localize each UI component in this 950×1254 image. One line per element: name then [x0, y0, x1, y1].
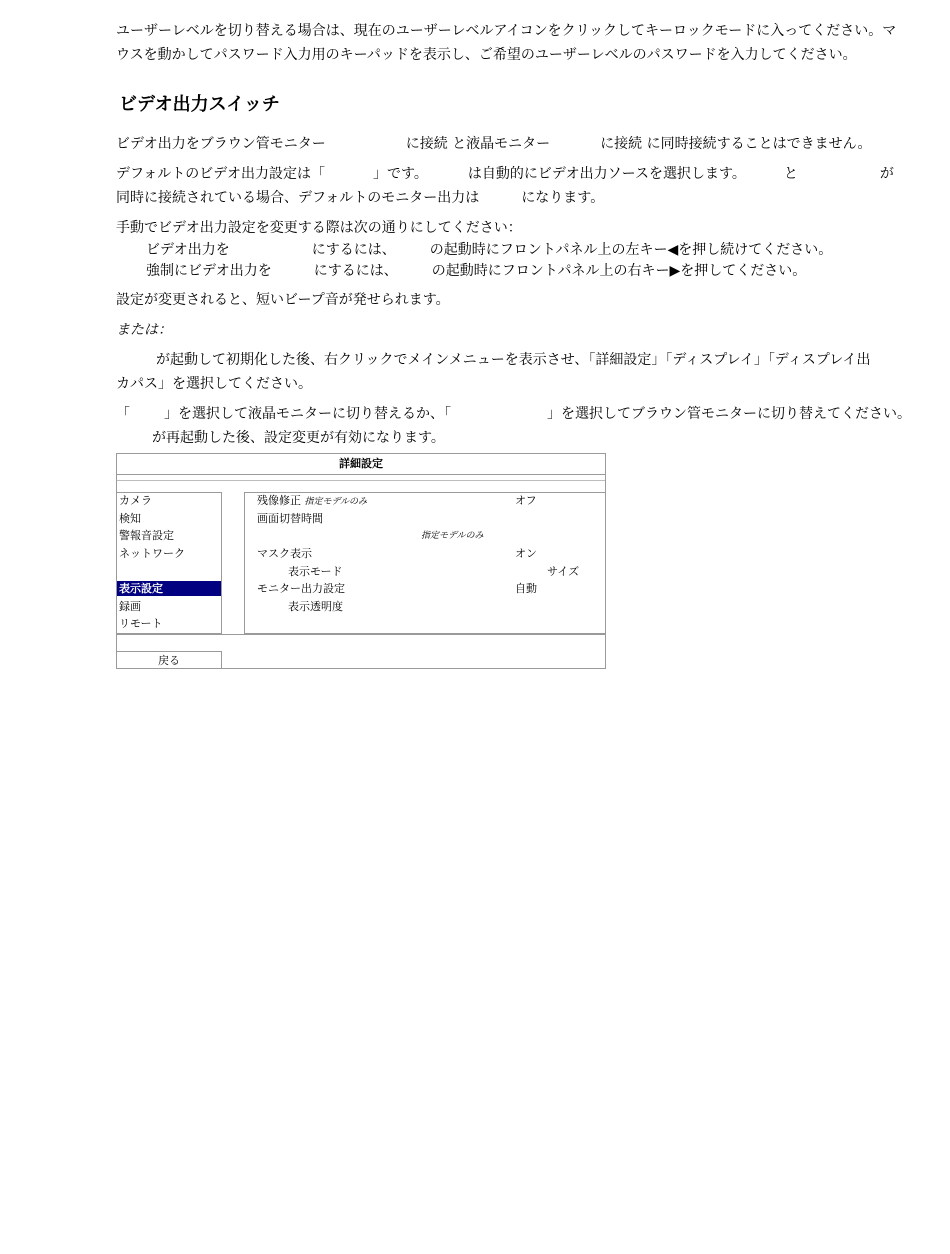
- text-seg: ビデオ出力をブラウン管モニター: [116, 136, 326, 152]
- setting-mask-display[interactable]: マスク表示: [257, 547, 312, 560]
- section-heading: ビデオ出力スイッチ: [119, 94, 280, 115]
- text-seg: の起動時にフロントパネル上の左キー◀を押し続けてください。: [429, 242, 833, 258]
- text-seg: が再起動した後、設定変更が有効になります。: [152, 430, 445, 446]
- setting-label: 残像修正: [257, 494, 301, 507]
- text-seg: 」を選択してブラウン管モニターに切り替えてください。: [547, 406, 911, 422]
- instruction-right-key: [146, 260, 806, 280]
- sidebar-item-detection[interactable]: 検知: [119, 512, 141, 525]
- paragraph-no-simultaneous: [116, 133, 871, 153]
- sidebar-item-camera[interactable]: カメラ: [119, 494, 152, 507]
- text-seg: 「: [116, 406, 130, 422]
- display-settings-panel: [244, 492, 606, 634]
- text-seg: に接続 に同時接続することはできません。: [600, 136, 872, 152]
- sidebar-item-remote[interactable]: リモート: [119, 617, 163, 630]
- paragraph-select-output-line1: [116, 403, 911, 423]
- menu-title: 詳細設定: [117, 454, 605, 475]
- text-seg: になります。: [521, 190, 605, 206]
- back-button[interactable]: 戻る: [117, 651, 222, 669]
- instruction-left-key: [146, 239, 832, 259]
- setting-deinterlace-row[interactable]: [257, 493, 367, 508]
- paragraph-beep: 設定が変更されると、短いビープ音が発せられます。: [116, 292, 450, 308]
- paragraph-user-level-line2: ウスを動かしてパスワード入力用のキーパッドを表示し、ご希望のユーザーレベルのパスワードを入力してください。: [116, 47, 857, 63]
- paragraph-menu-path-line2: カパス」を選択してください。: [116, 376, 312, 392]
- paragraph-user-level-line1: ユーザーレベルを切り替える場合は、現在のユーザーレベルアイコンをクリックしてキーロックモードに入ってください。マ: [116, 23, 897, 39]
- paragraph-or: または：: [116, 322, 172, 338]
- setting-display-mode[interactable]: 表示モード: [288, 565, 343, 578]
- setting-monitor-output[interactable]: モニター出力設定: [257, 582, 345, 595]
- sidebar-item-network[interactable]: ネットワーク: [119, 547, 185, 560]
- text-seg: デフォルトのビデオ出力設定は「: [116, 166, 326, 182]
- sidebar-item-display[interactable]: 表示設定: [117, 581, 221, 596]
- setting-transparency[interactable]: 表示透明度: [288, 600, 343, 613]
- setting-value[interactable]: 自動: [515, 582, 537, 595]
- text-seg: が起動して初期化した後、右クリックでメインメニューを表示させ、「詳細設定」「ディスプレイ」「ディスプレイ出: [156, 352, 871, 368]
- menu-sidebar: [117, 492, 222, 634]
- text-seg: にするには、: [313, 263, 398, 279]
- paragraph-select-output-line2: [116, 427, 445, 447]
- setting-value[interactable]: サイズ: [547, 565, 580, 578]
- divider: [117, 480, 605, 481]
- sidebar-item-alarm-sound[interactable]: 警報音設定: [119, 529, 174, 542]
- model-note: 指定モデルのみ: [304, 497, 368, 507]
- text-seg: が: [879, 166, 894, 182]
- setting-value[interactable]: オフ: [515, 494, 537, 507]
- model-note: 指定モデルのみ: [421, 531, 484, 541]
- paragraph-default-output-line1: [116, 163, 894, 183]
- sidebar-item-record[interactable]: 録画: [119, 600, 141, 613]
- text-seg: に接続 と液晶モニター: [405, 136, 551, 152]
- text-seg: 」を選択して液晶モニターに切り替えるか、「: [164, 406, 451, 422]
- text-seg: 」です。: [373, 166, 428, 182]
- text-seg: 同時に接続されている場合、デフォルトのモニター出力は: [116, 190, 480, 206]
- text-seg: にするには、: [311, 242, 396, 258]
- divider: [117, 634, 605, 635]
- paragraph-default-output-line2: [116, 187, 604, 207]
- setting-value[interactable]: オン: [515, 547, 537, 560]
- text-seg: は自動的にビデオ出力ソースを選択します。: [467, 166, 746, 182]
- paragraph-manual-change: 手動でビデオ出力設定を変更する際は次の通りにしてください：: [116, 220, 522, 236]
- setting-dwell-time[interactable]: 画面切替時間: [257, 512, 323, 525]
- text-seg: と: [783, 166, 798, 182]
- text-seg: ビデオ出力を: [146, 242, 230, 258]
- advanced-settings-menu: [116, 453, 606, 669]
- text-seg: の起動時にフロントパネル上の右キー▶を押してください。: [431, 263, 807, 279]
- text-seg: 強制にビデオ出力を: [146, 263, 272, 279]
- paragraph-menu-path-line1: [116, 349, 871, 369]
